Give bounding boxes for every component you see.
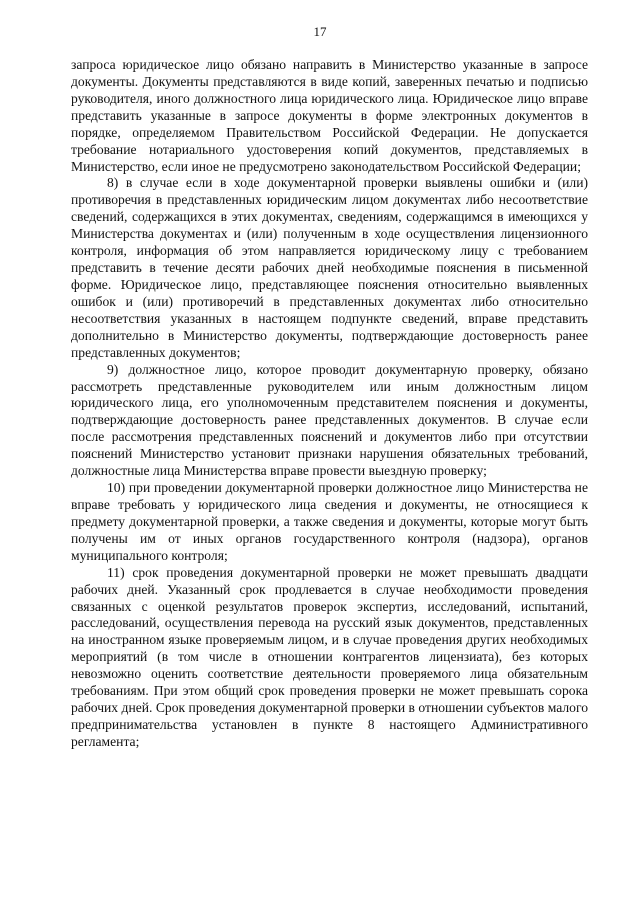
page-number: 17 [313, 24, 327, 39]
paragraph-item-8: 8) в случае если в ходе документарной проверки выявлены ошибки и (или) противоречия в представленных юридическим лицом документах либо несоответствие сведений, содержащихся в этих документах, сведениям, содержащимся в имеющихся у Министерства документах и (или) полученным в ходе осуществления лицензионного контроля, информация об этом направляется юридическому лицу с требованием представить в течение десяти рабочих дней необходимые пояснения в письменной форме. Юридическое лицо, представляющее пояснения относительно выявленных ошибок и (или) противоречий в представленных документах либо относительно несоответствия указанных в настоящем подпункте сведений, вправе представить дополнительно в Министерство документы, подтверждающие достоверность ранее представленных документов; [71, 175, 588, 360]
paragraph-continuation: запроса юридическое лицо обязано направить в Министерство указанные в запросе документы. Документы представляются в виде копий, заверенных печатью и подписью руководителя, иного должностного лица юридического лица. Юридическое лицо вправе представить указанные в запросе документы в форме электронных документов в порядке, определяемом Правительством Российской Федерации. Не допускается требование нотариального удостоверения копий документов, представляемых в Министерство, если иное не предусмотрено законодательством Российской Федерации; [71, 57, 588, 174]
paragraph-item-11: 11) срок проведения документарной проверки не может превышать двадцати рабочих дней. Указанный срок продлевается в случае необходимости проведения связанных с оценкой результатов проверок экспертиз, исследований, испытаний, расследований, осуществления перевода на русский язык документов, представленных на иностранном языке проверяемым лицом, и в случае проведения других необходимых мероприятий (в том числе в отношении контрагентов лицензиата), без которых невозможно оценить соответствие деятельности проверяемого лица обязательным требованиям. При этом общий срок проведения проверки не может превышать сорока рабочих дней. Срок проведения документарной проверки в отношении субъектов малого предпринимательства установлен в пункте 8 настоящего Административного регламента; [71, 564, 588, 749]
document-body [71, 57, 588, 751]
paragraph-item-9: 9) должностное лицо, которое проводит документарную проверку, обязано рассмотреть представленные руководителем или иным должностным лицом юридического лица, его уполномоченным представителем пояснения и документы, подтверждающие достоверность ранее представленных документов. В случае если после рассмотрения представленных пояснений и документов либо при отсутствии пояснений Министерство установит признаки нарушения обязательных требований, должностные лица Министерства вправе провести выездную проверку; [71, 361, 588, 479]
paragraph-item-10: 10) при проведении документарной проверки должностное лицо Министерства не вправе требовать у юридического лица сведения и документы, не относящиеся к предмету документарной проверки, а также сведения и документы, которые могут быть получены им от иных органов государственного контроля (надзора), органов муниципального контроля; [71, 480, 588, 563]
